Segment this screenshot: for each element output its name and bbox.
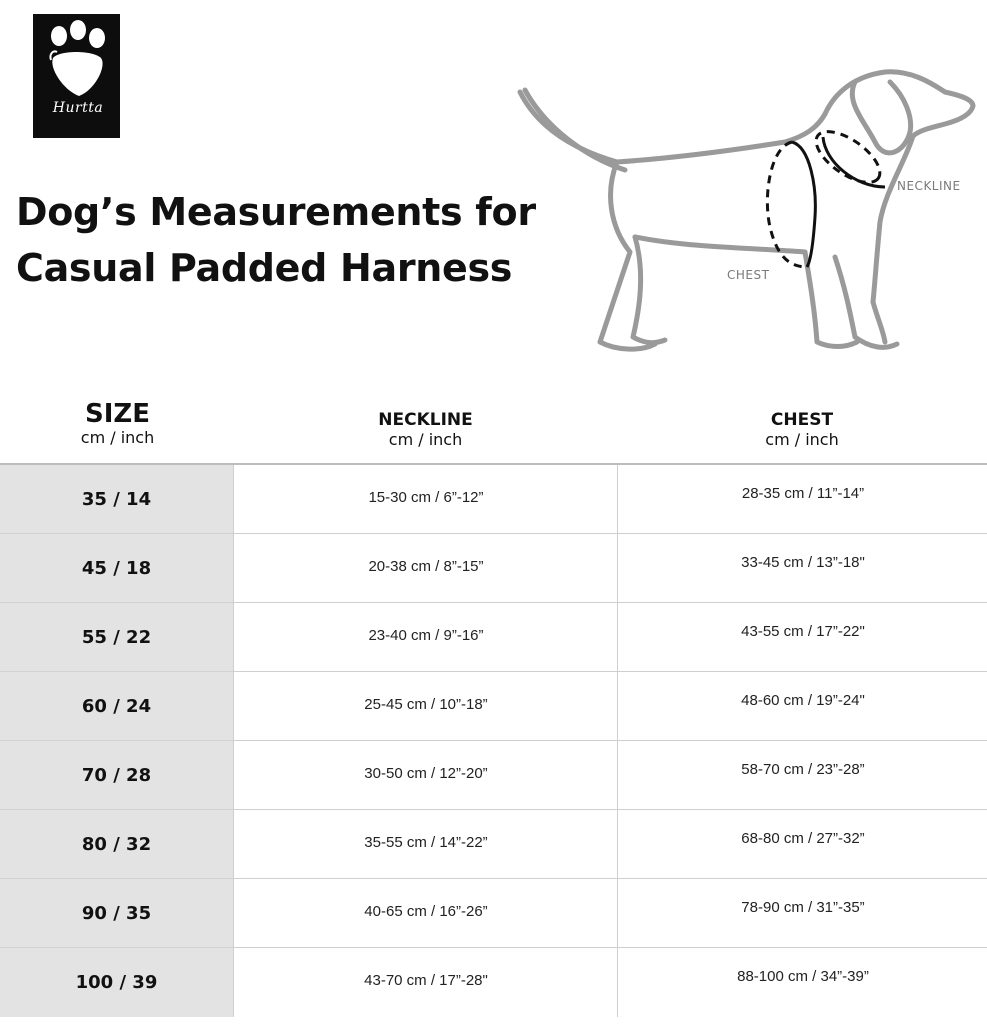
neckline-value: 20-38 cm / 8”-15” xyxy=(368,558,484,575)
table-row xyxy=(0,672,987,741)
chest-value: 68-80 cm / 27”-32” xyxy=(741,830,865,847)
neckline-value: 40-65 cm / 16”-26” xyxy=(364,903,488,920)
size-cell xyxy=(0,672,233,741)
chest-header-title: CHEST xyxy=(770,410,834,430)
chest-cell xyxy=(617,810,987,879)
size-value: 70 / 28 xyxy=(81,765,152,786)
chest-value: 28-35 cm / 11”-14” xyxy=(741,485,865,502)
chest-label: CHEST xyxy=(727,268,770,282)
table-row xyxy=(0,879,987,948)
neckline-value: 23-40 cm / 9”-16” xyxy=(368,627,484,644)
neckline-cell xyxy=(233,741,618,810)
chest-cell xyxy=(617,879,987,948)
size-value: 35 / 14 xyxy=(81,489,152,510)
size-cell xyxy=(0,810,233,879)
neckline-cell xyxy=(233,948,618,1017)
brand-logo xyxy=(33,14,120,138)
table-row xyxy=(0,948,987,1017)
neckline-cell xyxy=(233,879,618,948)
chest-cell xyxy=(617,603,987,672)
size-cell xyxy=(0,741,233,810)
neckline-value: 30-50 cm / 12”-20” xyxy=(364,765,488,782)
neckline-header-title: NECKLINE xyxy=(378,410,473,430)
size-cell xyxy=(0,879,233,948)
chest-value: 43-55 cm / 17”-22" xyxy=(741,623,865,640)
chest-value: 78-90 cm / 31”-35” xyxy=(741,899,865,916)
table-header xyxy=(0,395,987,463)
table-row xyxy=(0,534,987,603)
neckline-header-unit: cm / inch xyxy=(388,430,463,449)
size-cell xyxy=(0,534,233,603)
chest-header xyxy=(617,410,987,450)
chest-value: 88-100 cm / 34”-39” xyxy=(737,968,869,985)
size-value: 60 / 24 xyxy=(81,696,152,717)
size-value: 90 / 35 xyxy=(81,903,152,924)
size-cell xyxy=(0,948,233,1017)
table-row xyxy=(0,603,987,672)
neckline-cell xyxy=(233,810,618,879)
size-header xyxy=(40,400,195,448)
neckline-cell xyxy=(233,603,618,672)
chest-value: 33-45 cm / 13”-18" xyxy=(741,554,865,571)
chest-header-unit: cm / inch xyxy=(765,430,839,449)
paw-icon xyxy=(33,14,120,138)
table-row xyxy=(0,741,987,810)
size-header-title: SIZE xyxy=(84,399,150,429)
chest-value: 58-70 cm / 23”-28” xyxy=(741,761,865,778)
size-header-unit: cm / inch xyxy=(80,428,155,447)
chest-cell xyxy=(617,672,987,741)
size-value: 80 / 32 xyxy=(81,834,152,855)
size-cell xyxy=(0,603,233,672)
neckline-value: 35-55 cm / 14”-22” xyxy=(364,834,488,851)
size-value: 45 / 18 xyxy=(81,558,152,579)
table-row xyxy=(0,465,987,534)
page-title xyxy=(16,184,536,296)
title-line-1: Dog’s Measurements for xyxy=(16,190,536,234)
chest-cell xyxy=(617,534,987,603)
size-value: 100 / 39 xyxy=(75,972,158,993)
size-value: 55 / 22 xyxy=(81,627,152,648)
neckline-value: 25-45 cm / 10”-18” xyxy=(364,696,488,713)
dog-illustration xyxy=(505,62,980,372)
neckline-cell xyxy=(233,465,618,534)
chest-cell xyxy=(617,948,987,1017)
neckline-label: NECKLINE xyxy=(897,179,961,193)
neckline-cell xyxy=(233,534,618,603)
table-row xyxy=(0,810,987,879)
chest-value: 48-60 cm / 19”-24" xyxy=(741,692,865,709)
neckline-cell xyxy=(233,672,618,741)
neckline-value: 43-70 cm / 17”-28" xyxy=(364,972,488,989)
size-cell xyxy=(0,465,233,534)
chest-cell xyxy=(617,741,987,810)
logo-wordmark: Hurtta xyxy=(52,100,104,116)
neckline-header xyxy=(234,410,617,450)
title-line-2: Casual Padded Harness xyxy=(16,246,513,290)
neckline-value: 15-30 cm / 6”-12” xyxy=(368,489,484,506)
chest-cell xyxy=(617,465,987,534)
